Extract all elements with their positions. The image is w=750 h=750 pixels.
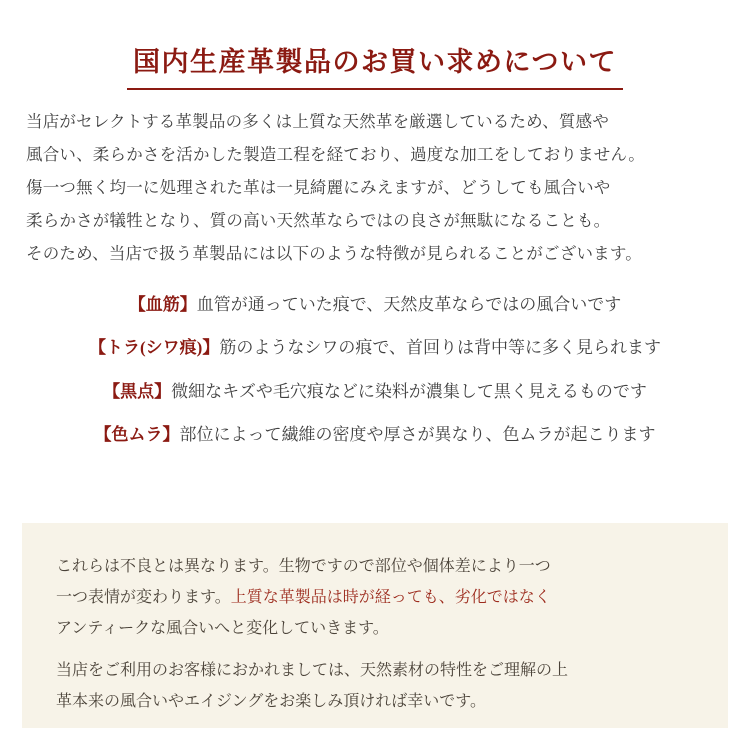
page-title: 国内生産革製品のお買い求めについて <box>127 44 623 90</box>
feature-item <box>0 292 750 318</box>
note-line: 当店をご利用のお客様におかれましては、天然素材の特性をご理解の上 <box>56 661 569 679</box>
feature-description: 血管が通っていた痕で、天然皮革ならではの風合いです <box>196 295 622 314</box>
feature-list <box>0 292 750 465</box>
note-line-accent: 上質な革製品は時が経っても、劣化ではなく <box>230 589 551 607</box>
note-spacer <box>56 645 694 655</box>
feature-description: 微細なキズや毛穴痕などに染料が濃集して黒く見えるものです <box>171 381 647 401</box>
note-line-accent: アンティークな風合いへと変化していきます。 <box>56 620 389 638</box>
page-title-container <box>0 26 750 109</box>
feature-tag: 【血筋】 <box>128 295 197 314</box>
intro-line: 柔らかさが犠牲となり、質の高い天然革ならではの良さが無駄になることも。 <box>26 211 611 230</box>
note-line <box>56 582 694 613</box>
feature-item <box>0 379 750 405</box>
note-box <box>22 523 728 728</box>
note-line: これらは不良とは異なります。生物ですので部位や個体差により一つ <box>56 558 551 575</box>
intro-paragraph <box>26 105 726 270</box>
feature-tag: 【色ムラ】 <box>94 425 180 445</box>
feature-item <box>0 422 750 448</box>
feature-tag: 【黒点】 <box>103 381 172 401</box>
feature-tag: 【トラ(シワ痕)】 <box>89 338 220 358</box>
intro-line: そのため、当店で扱う革製品には以下のような特徴が見られることがございます。 <box>26 244 642 263</box>
note-line-plain: 一つ表情が変わります。 <box>56 589 231 607</box>
note-line: 革本来の風合いやエイジングをお楽しみ頂ければ幸いです。 <box>56 692 487 710</box>
feature-description: 筋のようなシワの痕で、首回りは背中等に多く見られます <box>219 338 661 358</box>
intro-line: 当店がセレクトする革製品の多くは上質な天然革を厳選しているため、質感や <box>26 112 610 131</box>
intro-line: 風合い、柔らかさを活かした製造工程を経ており、過度な加工をしておりません。 <box>26 145 645 164</box>
feature-description: 部位によって繊維の密度や厚さが異なり、色ムラが起こります <box>179 425 656 445</box>
intro-line: 傷一つ無く均一に処理された革は一見綺麗にみえますが、どうしても風合いや <box>26 178 611 197</box>
feature-item <box>0 335 750 361</box>
